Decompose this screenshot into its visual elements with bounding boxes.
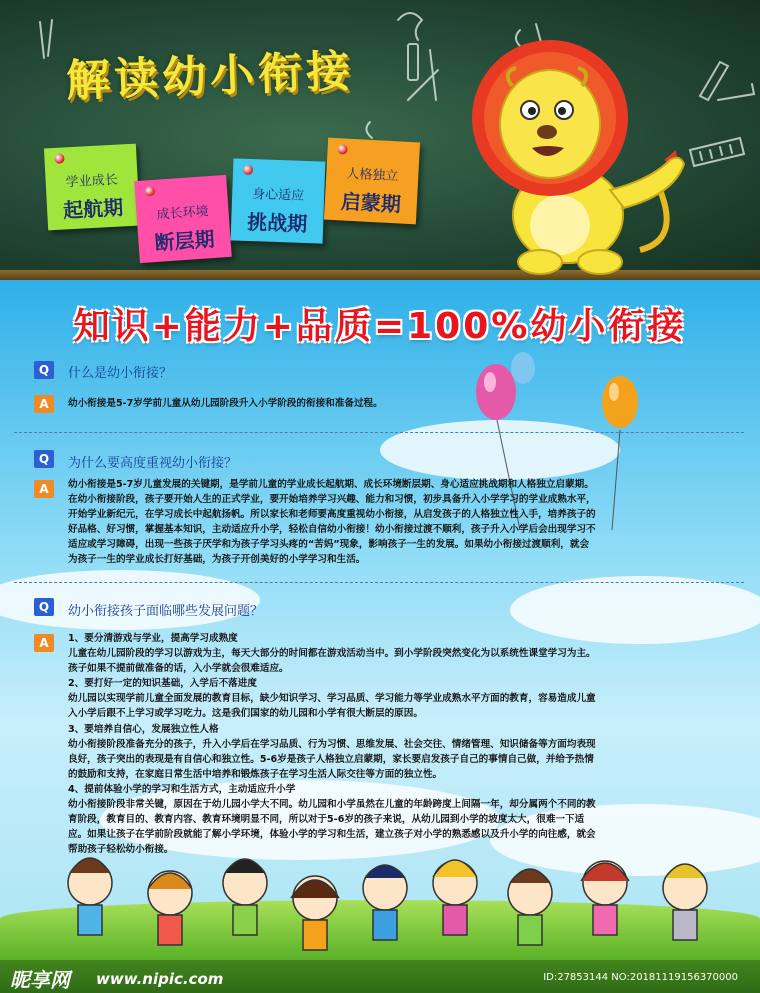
note-2-subtitle: 成长环境 (156, 204, 210, 223)
sticky-note-2 (134, 175, 231, 263)
answer-3-line: 2、要打好一定的知识基础，入学后不落进度 (68, 678, 257, 690)
answer-3-line: 1、要分清游戏与学业，提高学习成熟度 (68, 633, 238, 644)
lion-mascot-illustration (450, 0, 710, 276)
question-badge: Q (34, 450, 54, 468)
pushpin-icon (145, 186, 156, 197)
watermark-id: ID:27853144 NO:20181119156370000 (543, 972, 738, 983)
question-2: 为什么要高度重视幼小衔接？ (68, 456, 238, 471)
answer-badge: A (34, 395, 54, 413)
watermark-url: www.nipic.com (96, 970, 224, 988)
pushpin-icon (54, 153, 65, 164)
answer-2-line: 在幼小衔接阶段，孩子要开始人生的正式学业，要开始培养学习兴趣、能力和习惯，初步具备升入小学学习的学业成熟水平， (68, 494, 596, 506)
note-1-subtitle: 学业成长 (65, 172, 119, 191)
answer-3-line: 育阶段，教育目的、教育内容、教育环境明显不同，所以对于5-6岁的孩子来说，从幼儿园到小学的坡度太大，很难一下适 (68, 814, 585, 826)
note-4-subtitle: 人格独立 (345, 166, 399, 185)
note-3-title: 挑战期 (246, 209, 308, 237)
answer-1-line: 幼小衔接是5-7岁学前儿童从幼儿园阶段升入小学阶段的衔接和准备过程。 (68, 398, 383, 409)
answer-3-line: 3、要培养自信心，发展独立性人格 (68, 723, 219, 735)
section-divider (14, 582, 744, 583)
pushpin-icon (337, 144, 348, 155)
answer-3-line: 帮助孩子轻松幼小衔接。 (68, 844, 174, 856)
pushpin-icon (243, 165, 253, 175)
sticky-note-3 (231, 158, 326, 243)
answer-badge: A (34, 480, 54, 498)
question-badge: Q (34, 598, 54, 616)
note-1-title: 起航期 (62, 195, 124, 223)
sticky-note-4 (324, 138, 420, 225)
section-divider (14, 432, 744, 433)
question-1: 什么是幼小衔接？ (68, 366, 173, 381)
answer-3-line: 入小学后跟不上学习或学习吃力。这是我们国家的幼儿园和小学有很大断层的原因。 (68, 708, 423, 720)
question-3: 幼小衔接孩子面临哪些发展问题？ (68, 604, 264, 619)
page-title: 解读幼小衔接 (65, 45, 355, 108)
note-2-title: 断层期 (153, 226, 216, 256)
answer-2-line: 幼小衔接是5-7岁儿童发展的关键期，是学前儿童的学业成长起航期、成长环境断层期、身心适应挑战期和人格独立启蒙期。 (68, 479, 594, 490)
answer-3-line: 4、提前体验小学的学习和生活方式，主动适应升小学 (68, 783, 296, 795)
answer-3-line: 幼儿园以实现学前儿童全面发展的教育目标，缺少知识学习、学习品质、学习能力等学业成熟水平方面的教育，容易造成儿童 (68, 693, 596, 705)
answer-3-line: 应。如果让孩子在学前阶段就能了解小学环境，体验小学的学习和生活，建立孩子对小学的熟悉感以及升小学的向往感，就会 (68, 829, 596, 841)
note-3-subtitle: 身心适应 (251, 187, 305, 204)
answer-2-line: 好品格、好习惯，掌握基本知识，主动适应升小学，轻松自信幼小衔接！幼小衔接过渡不顺利，孩子升入小学后会出现学习不 (68, 524, 596, 536)
answer-3-line: 幼小衔接阶段非常关键，原因在于幼儿园小学大不同。幼儿园和小学虽然在儿童的年龄跨度上间隔一年，却分属两个不同的教 (68, 799, 596, 811)
question-badge: Q (34, 361, 54, 379)
answer-badge: A (34, 634, 54, 652)
answer-2 (68, 477, 728, 568)
answer-3 (68, 631, 728, 857)
answer-2-line: 为孩子一生的学业成长打好基础，为孩子开创美好的小学学习和生活。 (68, 554, 366, 566)
sticky-note-1 (44, 144, 140, 231)
answer-3-line: 良好，孩子突出的表现是有自信心和独立性。5-6岁是孩子人格独立启蒙期，家长要启发孩子自己的事情自己做，并给予热情 (68, 753, 594, 765)
answer-3-line: 孩子如果不提前做准备的话，入小学就会很难适应。 (68, 663, 289, 675)
answer-2-line: 开始学业新纪元，在学习成长中起航扬帆。所以家长和老师要高度重视幼小衔接，从启发孩子的人格独立性入手，培养孩子的 (68, 509, 596, 521)
answer-2-line: 适应或学习障碍，出现一些孩子厌学和为孩子学习头疼的“苦妈”现象，影响孩子一生的发展。如果幼小衔接过渡顺利，就会 (68, 539, 590, 551)
answer-3-line: 幼小衔接阶段准备充分的孩子，升入小学后在学习品质、行为习惯、思维发展、社会交往、情绪管理、知识储备等方面均表现 (68, 738, 596, 750)
answer-1 (68, 396, 728, 411)
note-4-title: 启蒙期 (340, 189, 402, 217)
answer-3-line: 的鼓励和支持，在家庭日常生活中培养和锻炼孩子在学习生活人际交往等方面的独立性。 (68, 768, 443, 780)
watermark-logo: 昵享网 (10, 968, 70, 992)
headline-slogan: 知识+能力+品质=100%幼小衔接 (73, 306, 687, 347)
answer-3-line: 儿童在幼儿园阶段的学习以游戏为主，每天大部分的时间都在游戏活动当中。到小学阶段突然变化为以系统性课堂学习为主。 (68, 648, 596, 660)
